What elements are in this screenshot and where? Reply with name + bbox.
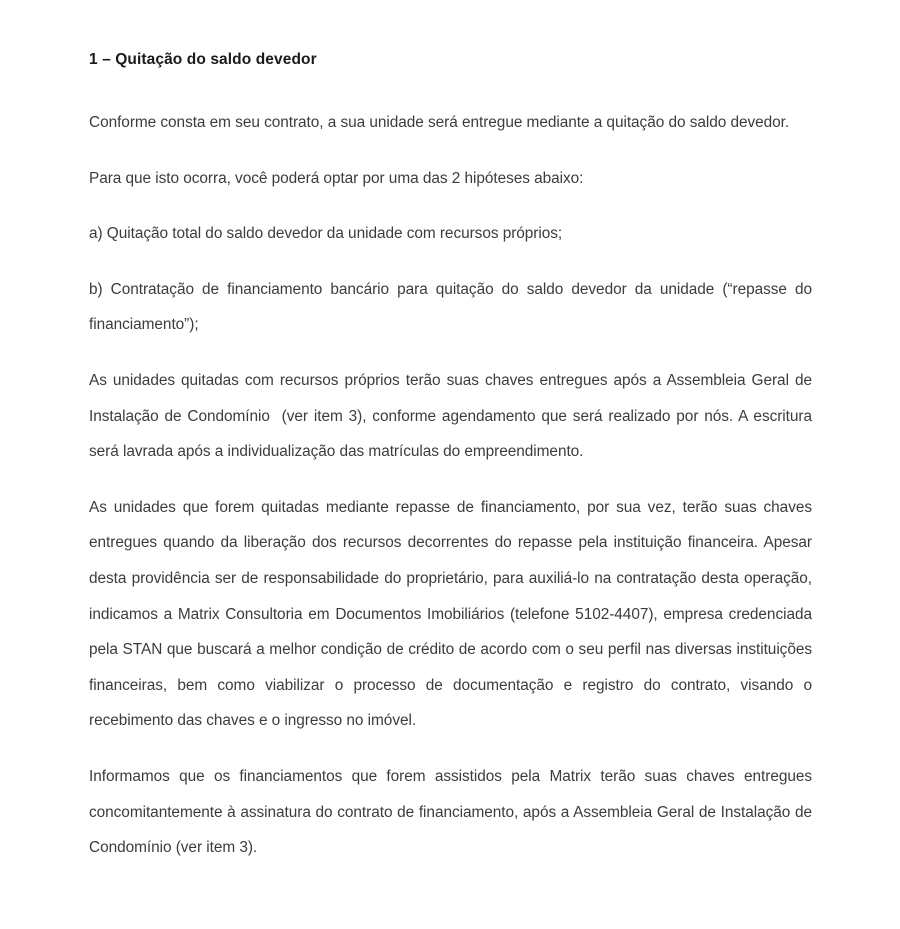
- paragraph-conforme-consta: Conforme consta em seu contrato, a sua unidade será entregue mediante a quitação do saldo devedor.: [89, 114, 790, 131]
- paragraph-informamos-matrix: Informamos que os financiamentos que forem assistidos pela Matrix terão suas chaves entregues concomitantemente à assinatura do contrato de financiamento, após a Assembleia Geral de Instalação de Condomínio (ver item 3).: [89, 767, 817, 857]
- document-body: [89, 0, 817, 866]
- paragraph-unidades-quitadas-repasse: As unidades que forem quitadas mediante repasse de financiamento, por sua vez, terão suas chaves entregues quando da liberação dos recursos decorrentes do repasse pela instituição financeira. Apesar desta providência ser de responsabilidade do proprietário, para auxiliá-lo na contratação desta operação, indicamos a Matrix Consultoria em Documentos Imobiliários (telefone 5102-4407), empresa credenciada pela STAN que buscará a melhor condição de crédito de acordo com o seu perfil nas diversas instituições financeiras, bem como viabilizar o processo de documentação e registro do contrato, visando o recebimento das chaves e o ingresso no imóvel.: [89, 498, 817, 730]
- paragraph-unidades-quitadas-recursos-proprios: As unidades quitadas com recursos próprios terão suas chaves entregues após a Assembleia Geral de Instalação de Condomínio (ver item 3), conforme agendamento que será realizado por nós. A escritura será lavrada após a individualização das matrículas do empreendimento.: [89, 371, 817, 461]
- page-title: 1 – Quitação do saldo devedor: [89, 51, 317, 68]
- paragraph-option-a: a) Quitação total do saldo devedor da unidade com recursos próprios;: [89, 225, 563, 243]
- paragraph-option-b: b) Contratação de financiamento bancário para quitação do saldo devedor da unidade (“repasse do financiamento”);: [89, 280, 817, 334]
- paragraph-para-que-isto-ocorra: Para que isto ocorra, você poderá optar por uma das 2 hipóteses abaixo:: [89, 169, 584, 187]
